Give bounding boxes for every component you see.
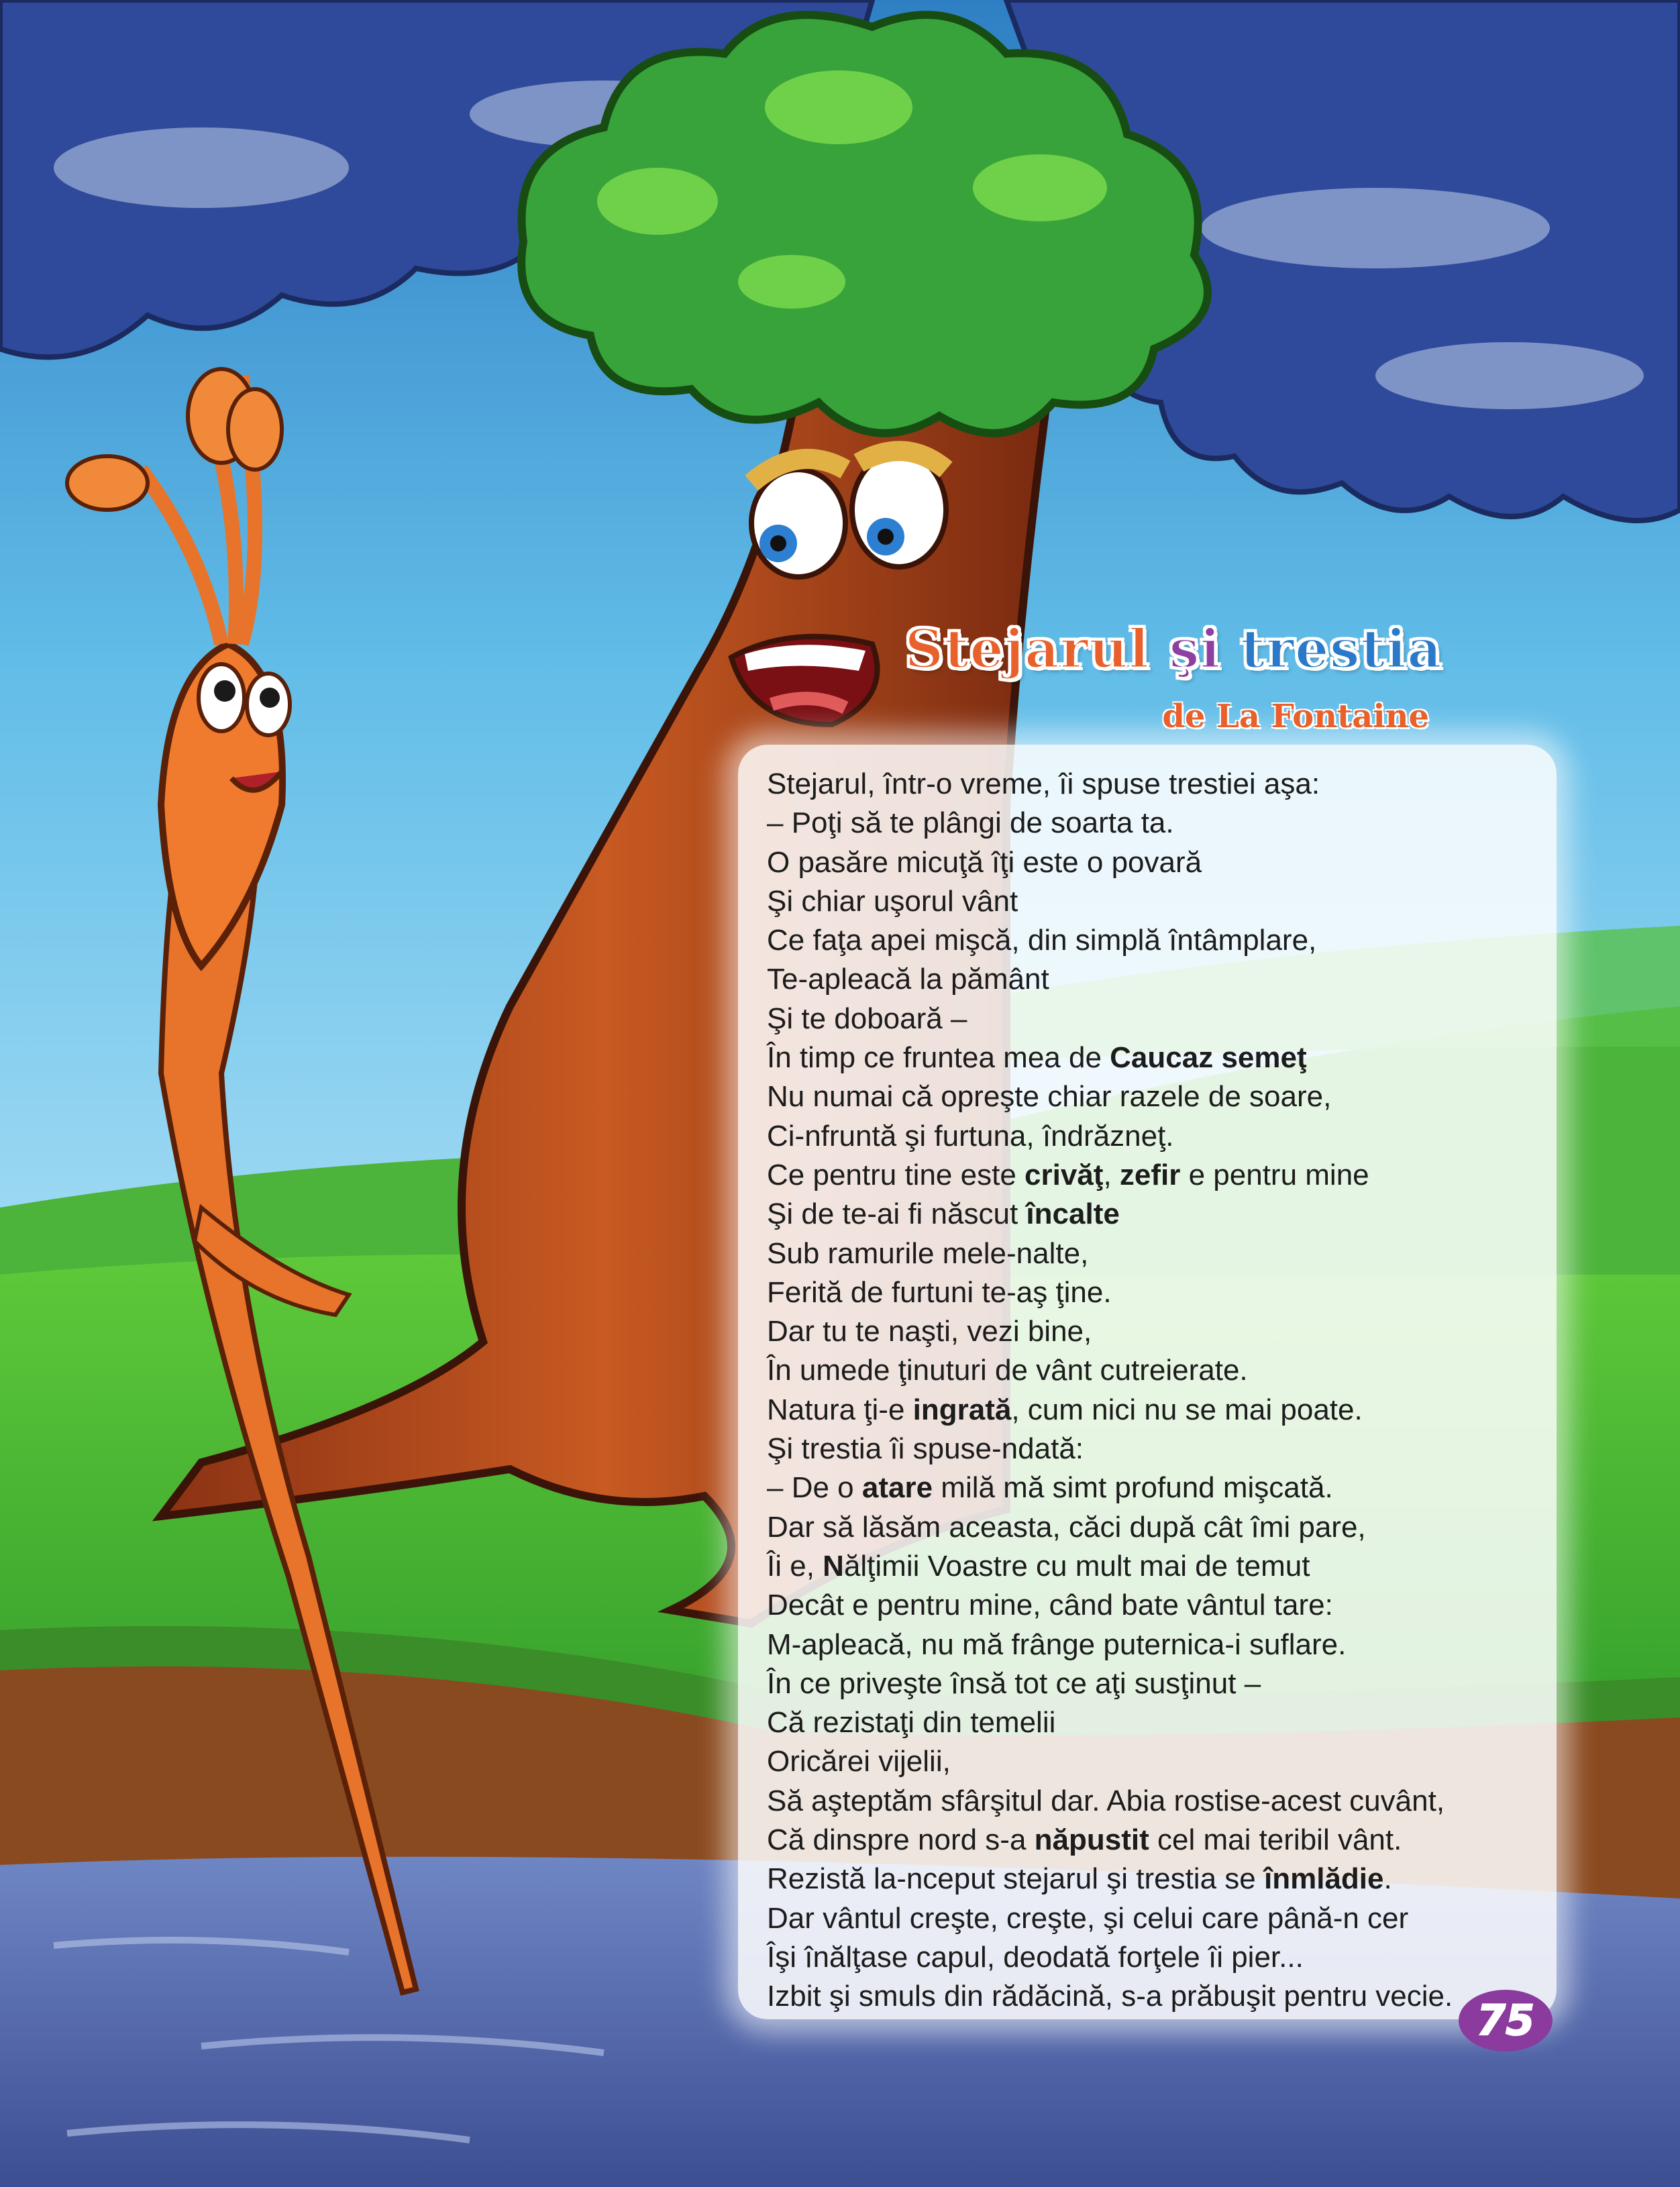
poem-line [767, 1508, 1552, 1547]
title-word-3: trestia [1240, 617, 1442, 680]
poem-line [767, 1117, 1552, 1156]
poem-line [767, 765, 1552, 804]
poem-segment: , [1103, 1158, 1120, 1191]
poem-line [767, 1938, 1552, 1977]
poem-segment: Oricărei vijelii, [767, 1745, 951, 1778]
poem-segment: Sub ramurile mele-nalte, [767, 1236, 1089, 1270]
poem-segment: Rezistă la-nceput stejarul şi trestia se [767, 1862, 1264, 1896]
poem-line [767, 1703, 1552, 1742]
poem-bold-word: năpustit [1034, 1823, 1149, 1857]
poem-line [767, 921, 1552, 960]
poem-segment: Că rezistaţi din temelii [767, 1706, 1056, 1740]
poem-segment: Şi te doboară – [767, 1002, 967, 1035]
poem-segment: În umede ţinuturi de vânt cutreierate. [767, 1354, 1248, 1387]
poem-segment: Ferită de furtuni te-aş ţine. [767, 1275, 1112, 1309]
poem-line [767, 804, 1552, 843]
poem-segment: milă mă simt profund mişcată. [933, 1471, 1333, 1505]
poem-segment: M-apleacă, nu mă frânge puternica-i suflare. [767, 1628, 1347, 1661]
poem-segment: e pentru mine [1180, 1158, 1369, 1191]
poem-segment: . [1383, 1862, 1392, 1896]
poem-segment: cel mai teribil vânt. [1149, 1823, 1402, 1857]
poem-segment: Dar tu te naşti, vezi bine, [767, 1315, 1092, 1348]
poem-segment: – Poţi să te plângi de soarta ta. [767, 806, 1174, 840]
poem-line [767, 1742, 1552, 1781]
poem-segment: În ce priveşte însă tot ce aţi susţinut – [767, 1666, 1261, 1700]
poem-bold-word: crivăţ [1025, 1158, 1104, 1191]
poem-segment: ălţimii Voastre cu mult mai de temut [843, 1549, 1310, 1583]
poem-segment: Decât e pentru mine, când bate vântul tare: [767, 1589, 1333, 1622]
poem-segment: Ci-nfruntă şi furtuna, îndrăzneţ. [767, 1119, 1174, 1153]
poem-segment: Şi chiar uşorul vânt [767, 884, 1018, 918]
poem-line [767, 1312, 1552, 1351]
title-word-2: şi [1169, 617, 1221, 680]
poem-bold-word: N [823, 1549, 844, 1583]
poem-line [767, 1782, 1552, 1821]
poem-segment: Şi trestia îi spuse-ndată: [767, 1432, 1084, 1466]
poem-line [767, 882, 1552, 921]
poem-line [767, 1821, 1552, 1860]
poem-bold-word: încalte [1026, 1197, 1120, 1231]
poem-line [767, 1391, 1552, 1430]
poem-segment: Îi e, [767, 1549, 823, 1583]
poem-segment: Şi de te-ai fi născut [767, 1197, 1027, 1231]
poem-line [767, 960, 1552, 999]
poem-line [767, 1899, 1552, 1938]
poem-line [767, 1156, 1552, 1195]
poem-line [767, 1586, 1552, 1625]
page-number-badge: 75 [1459, 1990, 1553, 2051]
poem-line [767, 1077, 1552, 1116]
title-word-1: Stejarul [904, 617, 1150, 680]
poem-line [767, 1664, 1552, 1703]
poem-line [767, 1469, 1552, 1507]
poem-line [767, 843, 1552, 882]
poem-line [767, 1195, 1552, 1234]
poem-segment: În timp ce fruntea mea de [767, 1041, 1110, 1075]
poem-line [767, 1547, 1552, 1586]
poem-line [767, 1351, 1552, 1390]
poem-segment: O pasăre micuţă îţi este o povară [767, 845, 1202, 879]
poem-segment: , cum nici nu se mai poate. [1011, 1393, 1363, 1426]
poem-line [767, 1625, 1552, 1664]
poem-segment: – De o [767, 1471, 862, 1505]
poem-bold-word: înmlădie [1263, 1862, 1384, 1896]
page-title [839, 617, 1442, 680]
poem-segment: Ce pentru tine este [767, 1158, 1025, 1191]
poem-bold-word: atare [861, 1471, 933, 1505]
poem-segment: Te-apleacă la pământ [767, 963, 1049, 996]
poem-segment: Dar vântul creşte, creşte, şi celui care până-n cer [767, 1901, 1409, 1935]
poem-segment: Ce faţa apei mişcă, din simplă întâmplare, [767, 924, 1317, 957]
poem-segment: Dar să lăsăm aceasta, căci după cât îmi pare, [767, 1510, 1366, 1544]
poem-line [767, 1273, 1552, 1312]
poem-line [767, 1430, 1552, 1469]
poem-bold-word: zefir [1119, 1158, 1181, 1191]
poem-bold-word: Caucaz semeţ [1110, 1041, 1307, 1075]
poem-line [767, 1234, 1552, 1273]
poem-segment: Că dinspre nord s-a [767, 1823, 1035, 1857]
poem-line [767, 1038, 1552, 1077]
poem-line [767, 1977, 1552, 2016]
poem-segment: Nu numai că opreşte chiar razele de soare, [767, 1080, 1332, 1114]
poem-line [767, 1860, 1552, 1899]
poem-segment: Îşi înălţase capul, deodată forţele îi pier... [767, 1940, 1304, 1974]
poem-bold-word: ingrată [912, 1393, 1012, 1426]
author-byline: de La Fontaine [1162, 698, 1429, 735]
poem-text [767, 765, 1552, 2017]
poem-segment: Izbit şi smuls din rădăcină, s-a prăbuşit pentru vecie. [767, 1980, 1453, 2013]
poem-segment: Natura ţi-e [767, 1393, 913, 1426]
poem-segment: Să aşteptăm sfârşitul dar. Abia rostise-acest cuvânt, [767, 1784, 1445, 1817]
poem-segment: Stejarul, într-o vreme, îi spuse trestiei aşa: [767, 767, 1320, 800]
poem-line [767, 1000, 1552, 1038]
